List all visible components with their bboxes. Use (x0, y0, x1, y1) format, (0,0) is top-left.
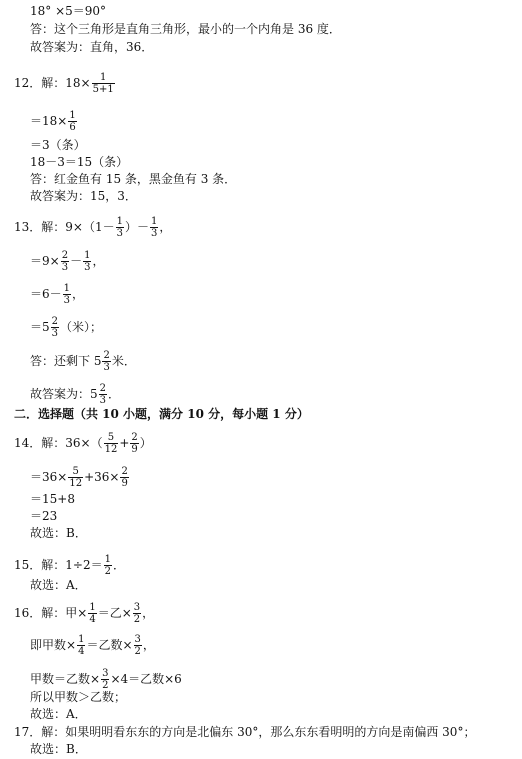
fraction: $\frac{2}{3}$ (103, 350, 110, 373)
q15-line-1: 15．解：1÷2＝ $\frac{1}{2}$ ． (14, 554, 125, 577)
q17-line-1: 17．解：如果明明看东东的方向是北偏东 30°，那么东东看明明的方向是南偏西 30°； (14, 725, 476, 739)
q12-line-5: 答：红金鱼有 15 条，黑金鱼有 3 条． (30, 172, 237, 186)
line-final-11: 故答案为：直角，36． (30, 40, 154, 54)
q12-line-1 (14, 72, 116, 95)
q16-line-3: 甲数＝乙数× $\frac{3}{2}$ ×4＝乙数×6 (30, 668, 182, 691)
q16-line-2: 即甲数× $\frac{1}{4}$ ＝乙数× $\frac{3}{2}$ ， (30, 634, 155, 657)
q14-line-3: ＝15+8 (30, 492, 75, 506)
fraction: $\frac{2}{3}$ (51, 316, 59, 339)
fraction: $\frac{5}{12}$ (104, 432, 118, 455)
fraction: $\frac{5}{12}$ (69, 466, 83, 489)
fraction: $\frac{1}{3}$ (84, 250, 91, 273)
q15-line-2: 故选：A． (30, 578, 87, 592)
fraction: $\frac{1}{4}$ (78, 634, 85, 657)
fraction: $\frac{3}{2}$ (134, 634, 141, 657)
q17-line-2: 故选：B． (30, 742, 87, 756)
fraction: $\frac{2}{3}$ (61, 250, 69, 273)
fraction: $\frac{2}{9}$ (121, 466, 128, 489)
q16-line-4: 所以甲数＞乙数； (30, 690, 127, 704)
q13-line-4: ＝5 $\frac{2}{3}$ （米）； (30, 316, 103, 339)
fraction: $\frac{1}{5+1}$ (92, 72, 114, 95)
q13-line-1: 13．解：9×（1－ $\frac{1}{3}$ ）－ $\frac{1}{3}$ ， (14, 216, 172, 239)
q12-line-3: ＝3（条） (30, 138, 86, 152)
q12-line-4: 18－3＝15（条） (30, 155, 129, 169)
q14-line-2: ＝36× $\frac{5}{12}$ +36× $\frac{2}{9}$ (30, 466, 128, 489)
line-answer-triangle: 答：这个三角形是直角三角形，最小的一个内角是 36 度． (30, 22, 341, 36)
fraction: $\frac{3}{2}$ (133, 602, 141, 625)
q14-line-1: 14．解：36×（ $\frac{5}{12}$ + $\frac{2}{9}$ ） (14, 432, 152, 455)
fraction: $\frac{2}{9}$ (131, 432, 138, 455)
q12-label: 12．解：18× (14, 76, 91, 90)
fraction: $\frac{2}{3}$ (99, 383, 107, 406)
q14-line-4: ＝23 (30, 509, 58, 523)
q13-line-6: 故答案为：5 $\frac{2}{3}$ ． (30, 383, 121, 406)
fraction: $\frac{1}{6}$ (69, 110, 76, 133)
fraction: $\frac{1}{4}$ (89, 602, 96, 625)
q14-line-5: 故选：B． (30, 526, 87, 540)
section-heading: 二．选择题（共 10 小题，满分 10 分，每小题 1 分） (14, 407, 309, 421)
q16-line-5: 故选：A． (30, 707, 87, 721)
q13-line-3: ＝6－ $\frac{1}{3}$ ， (30, 283, 85, 306)
fraction: $\frac{1}{3}$ (151, 216, 158, 239)
line-angle-calc: 18° ×5＝90° (30, 4, 107, 18)
q12-line-6: 故答案为：15，3． (30, 189, 137, 203)
fraction: $\frac{1}{3}$ (116, 216, 123, 239)
q12-line-2: ＝18× $\frac{1}{6}$ (30, 110, 76, 133)
fraction: $\frac{1}{3}$ (63, 283, 71, 306)
fraction: $\frac{1}{2}$ (104, 554, 111, 577)
q13-line-2: ＝9× $\frac{2}{3}$ － $\frac{1}{3}$ ， (30, 250, 105, 273)
q16-line-1: 16．解：甲× $\frac{1}{4}$ ＝乙× $\frac{3}{2}$ ， (14, 602, 155, 625)
fraction: $\frac{3}{2}$ (102, 668, 109, 691)
q13-line-5: 答：还剩下 5 $\frac{2}{3}$ 米． (30, 350, 136, 373)
